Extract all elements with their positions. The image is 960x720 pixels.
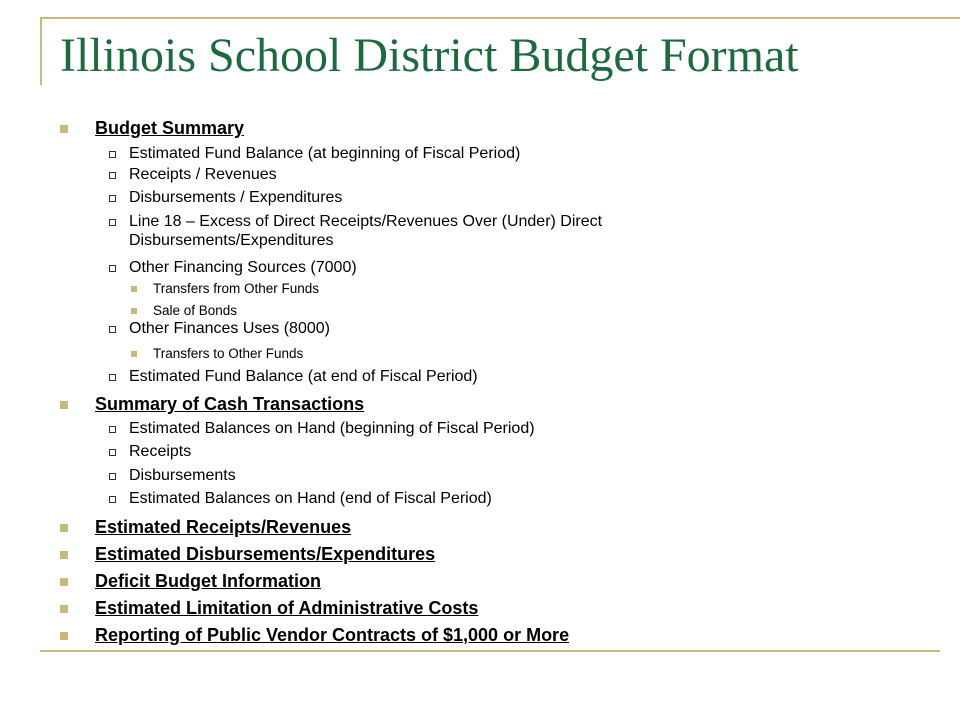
frame-top-rule: [40, 17, 960, 19]
section-label: Summary of Cash Transactions: [95, 394, 365, 414]
section-label: Budget Summary: [95, 118, 245, 138]
list-item-text: Line 18 – Excess of Direct Receipts/Revenues Over (Under) Direct: [129, 213, 603, 230]
list-item-text: Estimated Balances on Hand (beginning of Fiscal Period): [129, 420, 535, 437]
list-item-text: Disbursements / Expenditures: [129, 189, 343, 206]
list-item-text: Other Financing Sources (7000): [129, 259, 357, 276]
sub-list-item-text: Sale of Bonds: [153, 303, 238, 318]
list-item-text: Other Finances Uses (8000): [129, 320, 330, 337]
square-bullet-icon: [60, 401, 68, 409]
slide-title: Illinois School District Budget Format: [60, 29, 799, 82]
list-item-text: Receipts / Revenues: [129, 166, 277, 183]
square-bullet-icon: [60, 605, 68, 613]
frame-left-rule: [40, 17, 42, 85]
square-bullet-icon: [60, 551, 68, 559]
square-bullet-icon: [131, 308, 137, 314]
list-item-text: Estimated Balances on Hand (end of Fiscal Period): [129, 490, 492, 507]
list-item-text: Estimated Fund Balance (at beginning of Fiscal Period): [129, 145, 521, 162]
hollow-square-bullet-icon: [109, 374, 116, 381]
hollow-square-bullet-icon: [109, 449, 116, 456]
hollow-square-bullet-icon: [109, 265, 116, 272]
list-item-text: Disbursements: [129, 467, 236, 484]
hollow-square-bullet-icon: [109, 172, 116, 179]
section-label: Reporting of Public Vendor Contracts of $1,000 or More: [95, 625, 570, 645]
sub-list-item-text: Transfers from Other Funds: [153, 281, 320, 296]
square-bullet-icon: [60, 125, 68, 133]
hollow-square-bullet-icon: [109, 326, 116, 333]
section-label: Estimated Receipts/Revenues: [95, 517, 352, 537]
hollow-square-bullet-icon: [109, 219, 116, 226]
section-label: Estimated Limitation of Administrative Costs: [95, 598, 479, 618]
square-bullet-icon: [60, 524, 68, 532]
section-label: Deficit Budget Information: [95, 571, 321, 591]
hollow-square-bullet-icon: [109, 426, 116, 433]
list-item-text: Receipts: [129, 443, 192, 460]
frame-bottom-rule: [40, 650, 940, 652]
section-label: Estimated Disbursements/Expenditures: [95, 544, 436, 564]
square-bullet-icon: [131, 286, 137, 292]
hollow-square-bullet-icon: [109, 496, 116, 503]
square-bullet-icon: [131, 351, 137, 357]
list-item-text: Disbursements/Expenditures: [129, 232, 334, 249]
square-bullet-icon: [60, 632, 68, 640]
sub-list-item-text: Transfers to Other Funds: [153, 346, 304, 361]
hollow-square-bullet-icon: [109, 151, 116, 158]
hollow-square-bullet-icon: [109, 195, 116, 202]
list-item-text: Estimated Fund Balance (at end of Fiscal Period): [129, 368, 478, 385]
square-bullet-icon: [60, 578, 68, 586]
hollow-square-bullet-icon: [109, 473, 116, 480]
